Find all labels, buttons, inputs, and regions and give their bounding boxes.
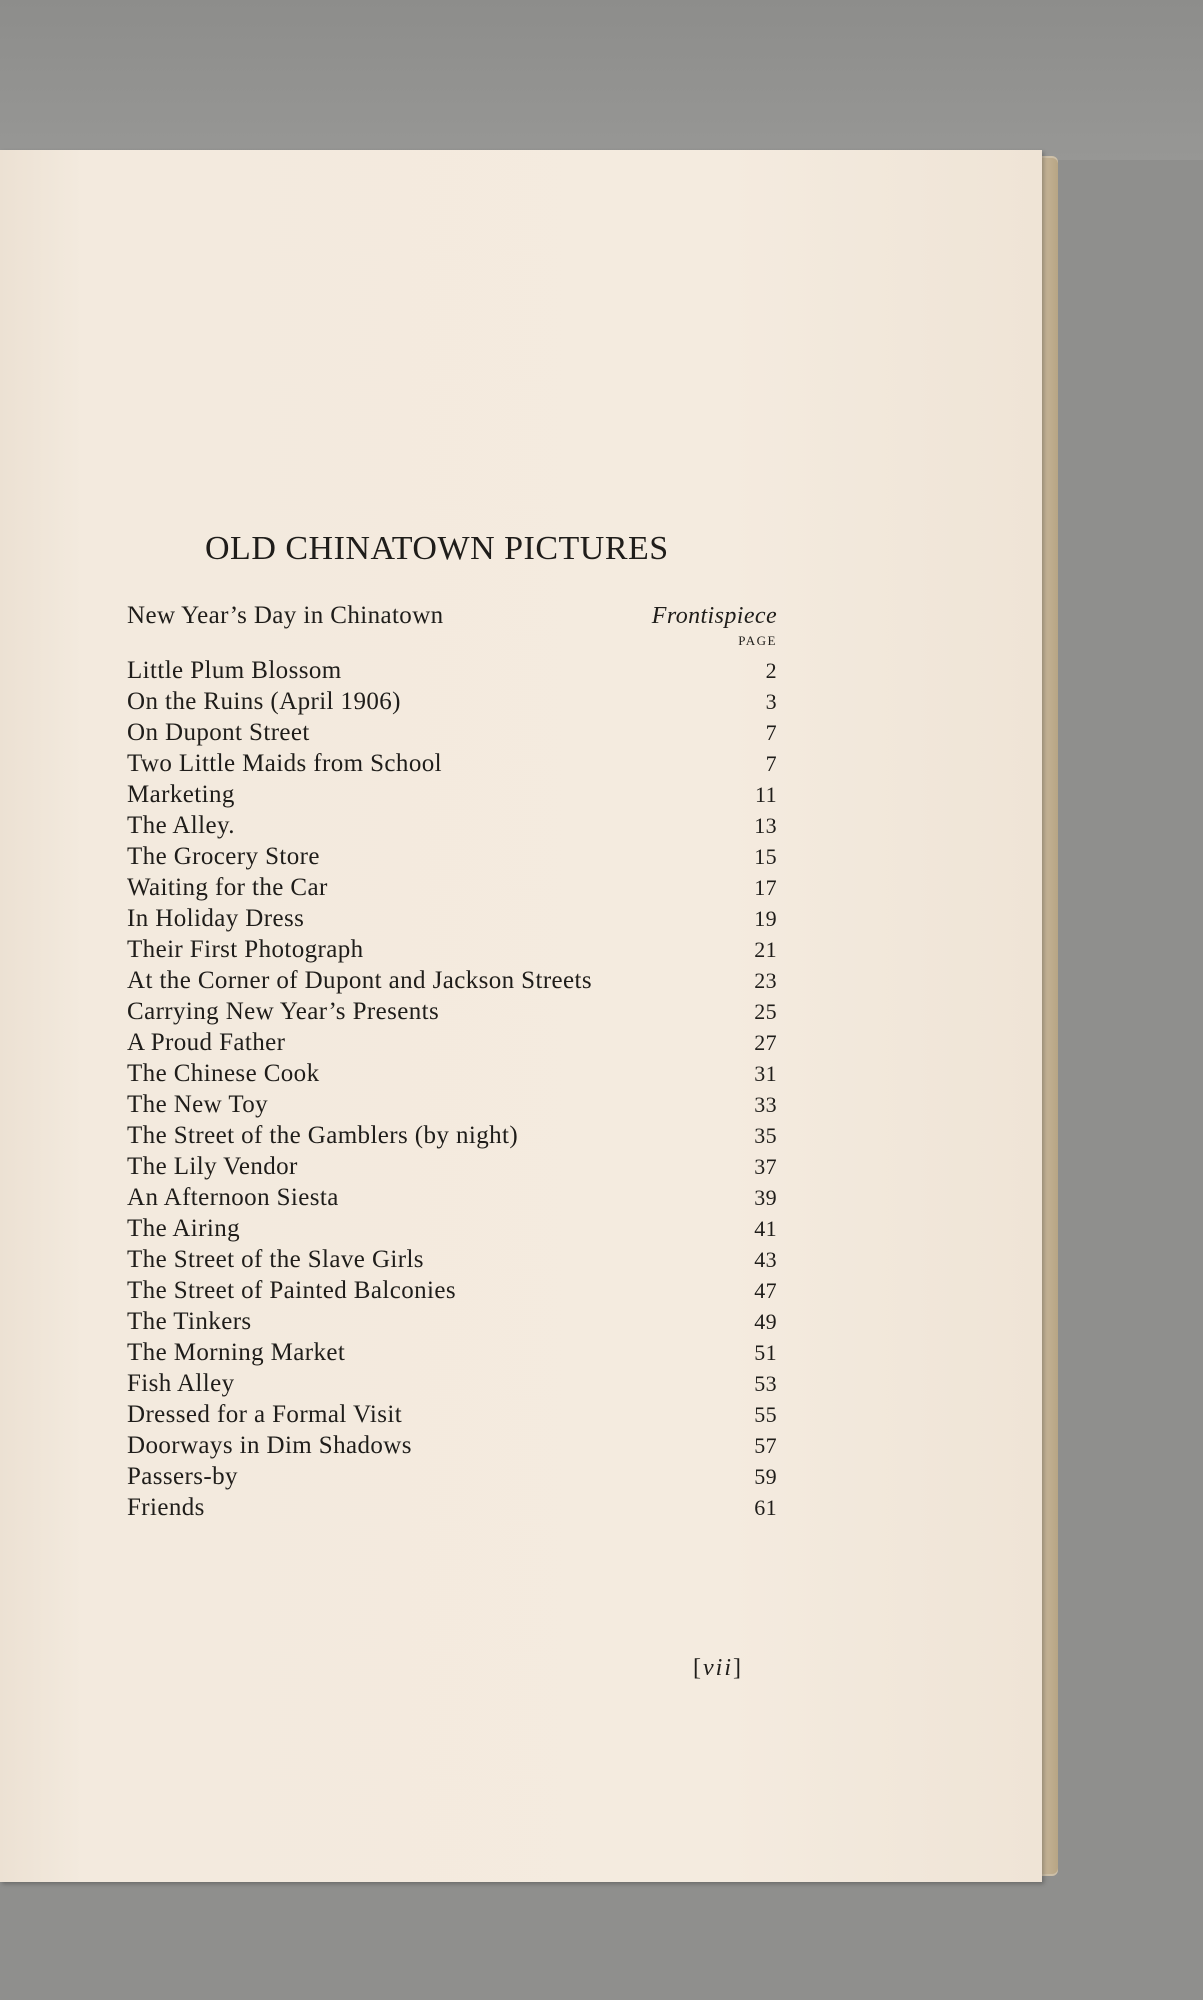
entry-title: A Proud Father (127, 1029, 286, 1056)
list-item (127, 1058, 777, 1089)
entry-title: The Tinkers (127, 1308, 252, 1335)
entry-title: Carrying New Year’s Presents (127, 998, 440, 1025)
entry-title: The Grocery Store (127, 843, 320, 870)
list-item (127, 1430, 777, 1461)
entry-title: The Street of the Gamblers (by night) (127, 1122, 519, 1149)
contents-list (127, 530, 777, 1523)
entry-page-number: 55 (754, 1402, 777, 1427)
list-item (127, 1337, 777, 1368)
list-item (127, 1089, 777, 1120)
list-item (127, 1306, 777, 1337)
entry-title: Passers-by (127, 1463, 238, 1490)
entry-page-number: 7 (765, 751, 777, 776)
list-item (127, 1492, 777, 1523)
entry-page-number: 41 (754, 1216, 777, 1241)
frontispiece-page: Frontispiece (651, 603, 777, 629)
entry-title: The Airing (127, 1215, 241, 1242)
book-page (0, 150, 1042, 1882)
entry-title: The New Toy (127, 1091, 269, 1118)
entry-page-number: 59 (754, 1464, 777, 1489)
entry-page-number: 2 (765, 658, 777, 683)
entry-page-number: 31 (754, 1061, 777, 1086)
entry-title: On the Ruins (April 1906) (127, 688, 401, 715)
entry-page-number: 13 (754, 813, 777, 838)
entry-page-number: 17 (754, 875, 777, 900)
page-title: OLD CHINATOWN PICTURES (205, 530, 669, 567)
list-item (127, 686, 777, 717)
entry-page-number: 39 (754, 1185, 777, 1210)
page-column-label: PAGE (738, 633, 777, 648)
list-item (127, 1213, 777, 1244)
list-item (127, 748, 777, 779)
entry-page-number: 35 (754, 1123, 777, 1148)
list-item (127, 1120, 777, 1151)
entry-page-number: 23 (754, 968, 777, 993)
entry-title: Doorways in Dim Shadows (127, 1432, 412, 1459)
entry-page-number: 33 (754, 1092, 777, 1117)
list-item (127, 1151, 777, 1182)
entry-page-number: 7 (765, 720, 777, 745)
entry-title: The Chinese Cook (127, 1060, 320, 1087)
entry-page-number: 49 (754, 1309, 777, 1334)
entry-title: Marketing (127, 781, 235, 808)
list-item (127, 655, 777, 686)
entry-title: Two Little Maids from School (127, 750, 442, 777)
entry-page-number: 57 (754, 1433, 777, 1458)
entry-title: Fish Alley (127, 1370, 235, 1397)
page-folio: [vii] (693, 1655, 743, 1681)
entry-title: Dressed for a Formal Visit (127, 1401, 403, 1428)
list-item (127, 903, 777, 934)
entry-title: The Street of the Slave Girls (127, 1246, 424, 1273)
entry-title: The Alley. (127, 812, 235, 839)
entry-page-number: 27 (754, 1030, 777, 1055)
entry-title: Little Plum Blossom (127, 657, 342, 684)
entry-page-number: 43 (754, 1247, 777, 1272)
list-item (127, 965, 777, 996)
entry-page-number: 11 (755, 782, 777, 807)
entry-page-number: 3 (765, 689, 777, 714)
list-item (127, 779, 777, 810)
frontispiece-row (127, 600, 777, 631)
list-item (127, 1182, 777, 1213)
list-item (127, 1368, 777, 1399)
entry-page-number: 53 (754, 1371, 777, 1396)
list-item (127, 1244, 777, 1275)
entry-title: The Lily Vendor (127, 1153, 298, 1180)
entry-page-number: 19 (754, 906, 777, 931)
entry-title: At the Corner of Dupont and Jackson Streets (127, 967, 593, 994)
list-item (127, 934, 777, 965)
entry-title: In Holiday Dress (127, 905, 305, 932)
entry-title: On Dupont Street (127, 719, 310, 746)
entry-page-number: 37 (754, 1154, 777, 1179)
entry-page-number: 15 (754, 844, 777, 869)
backdrop (0, 0, 1203, 160)
list-item (127, 996, 777, 1027)
entries-list (127, 655, 777, 1523)
list-item (127, 1275, 777, 1306)
entry-title: An Afternoon Siesta (127, 1184, 339, 1211)
entry-page-number: 61 (754, 1495, 777, 1520)
list-item (127, 717, 777, 748)
list-item (127, 1399, 777, 1430)
entry-page-number: 51 (754, 1340, 777, 1365)
list-item (127, 810, 777, 841)
frontispiece-label: New Year’s Day in Chinatown (127, 602, 444, 629)
entry-title: Waiting for the Car (127, 874, 328, 901)
entry-page-number: 21 (754, 937, 777, 962)
folio-number: vii (703, 1655, 733, 1681)
list-item (127, 1461, 777, 1492)
entry-title: The Street of Painted Balconies (127, 1277, 456, 1304)
entry-title: The Morning Market (127, 1339, 346, 1366)
list-item (127, 872, 777, 903)
entry-page-number: 47 (754, 1278, 777, 1303)
entry-title: Friends (127, 1494, 205, 1521)
list-item (127, 841, 777, 872)
list-item (127, 1027, 777, 1058)
entry-page-number: 25 (754, 999, 777, 1024)
entry-title: Their First Photograph (127, 936, 364, 963)
